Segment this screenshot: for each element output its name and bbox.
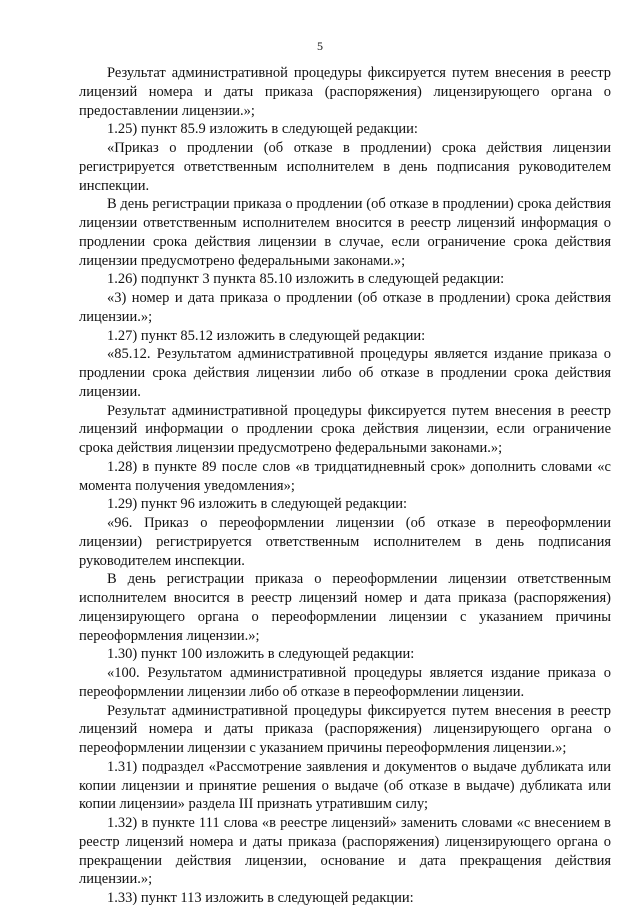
page-number: 5 [317, 39, 323, 53]
paragraph: 1.30) пункт 100 изложить в следующей редакции: [107, 646, 415, 663]
document-body [79, 64, 611, 908]
paragraph: «85.12. Результатом административной процедуры является издание приказа о продлении срока действия лицензии либо об отказе в продлении срока действия лицензии. [79, 346, 611, 400]
paragraph: 1.27) пункт 85.12 изложить в следующей редакции: [107, 327, 426, 344]
paragraph: 1.33) пункт 113 изложить в следующей редакции: [107, 890, 414, 906]
paragraph: 1.29) пункт 96 изложить в следующей редакции: [107, 496, 407, 513]
paragraph: «Приказ о продлении (об отказе в продлении) срока действия лицензии регистрируется ответственным исполнителем в день подписания руководителем инспекции. [79, 140, 611, 194]
paragraph: Результат административной процедуры фиксируется путем внесения в реестр лицензий информации о продлении срока действия лицензии, если ограничение срока действия лицензии предусмотрено федеральными законами.»; [79, 402, 611, 456]
paragraph: 1.25) пункт 85.9 изложить в следующей редакции: [107, 121, 418, 138]
paragraph: 1.31) подраздел «Рассмотрение заявления и документов о выдаче дубликата или копии лицензии и принятие решения о выдаче (об отказе в выдаче) дубликата или копии лицензии» раздела III признать утратившим силу; [79, 758, 611, 813]
paragraph: Результат административной процедуры фиксируется путем внесения в реестр лицензий номера и даты приказа (распоряжения) лицензирующего органа о предоставлении лицензии.»; [79, 65, 611, 119]
paragraph: 1.32) в пункте 111 слова «в реестре лицензий» заменить словами «с внесением в реестр лицензий номера и даты приказа (распоряжения) лицензирующего органа о прекращении действия лицензии, основание и дата прекращения действия лицензии.»; [79, 815, 611, 888]
paragraph: Результат административной процедуры фиксируется путем внесения в реестр лицензий номера и даты приказа (распоряжения) лицензирующего органа о переоформлении лицензии с указанием причины переоформления лицензии.»; [79, 702, 611, 756]
paragraph: 1.28) в пункте 89 после слов «в тридцатидневный срок» дополнить словами «с момента получения уведомления»; [79, 458, 611, 494]
paragraph: 1.26) подпункт 3 пункта 85.10 изложить в следующей редакции: [107, 271, 505, 288]
paragraph: В день регистрации приказа о продлении (об отказе в продлении) срока действия лицензии ответственным исполнителем вносится в реестр лицензий информация о продлении срока действия лицензии в случае, если ограничение срока действия лицензии предусмотрено федеральными законами.»; [79, 196, 611, 269]
paragraph: «100. Результатом административной процедуры является издание приказа о переоформлении лицензии либо об отказе в переоформлении лицензии. [79, 665, 611, 700]
paragraph: «3) номер и дата приказа о продлении (об отказе в продлении) срока действия лицензии.»; [79, 290, 611, 325]
paragraph: «96. Приказ о переоформлении лицензии (об отказе в переоформлении лицензии) регистрируется ответственным исполнителем в день подписания руководителем инспекции. [79, 515, 611, 569]
paragraph: В день регистрации приказа о переоформлении лицензии ответственным исполнителем вносится в реестр лицензий номер и дата приказа (распоряжения) лицензирующего органа о переоформлении лицензии с указанием причины переоформления лицензии.»; [79, 571, 611, 644]
